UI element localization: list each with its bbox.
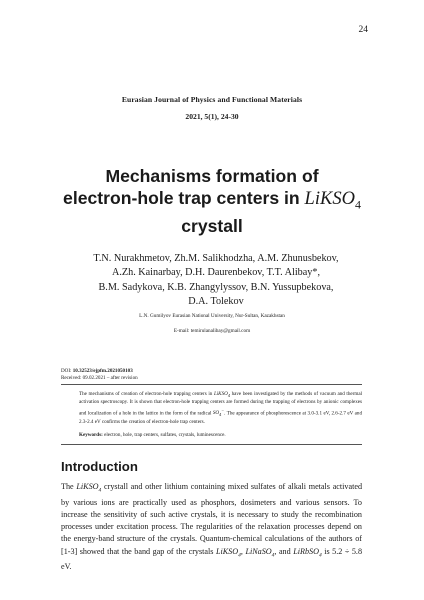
top-divider [61,384,362,385]
body-formula [76,482,102,494]
body-formula-sub: 4 [271,552,275,559]
contact-email: E-mail: temirulanalibay@gmail.com [173,328,251,334]
body-text: is 5.2 ÷ 5.8 eV. [61,546,363,572]
abstract-text-2: have been investigated by the methods of vacuum and thermal activation spectroscopy. It is shown that electron-hole trapping centers are formed during the trapping of electrons by anionic complexes and localization of a hole in the lattice in the form of the radical [79,391,362,417]
body-formula-base: LiKSO [76,482,99,491]
title-line-2 [40,188,384,216]
received-date: Received: 09.02.2021 – after revision [61,375,138,381]
body-text: , [240,546,243,556]
page-number: 24 [358,25,368,35]
title-line-1: Mechanisms formation of [105,166,319,186]
body-formula-sub: 4 [98,487,102,494]
body-formula [215,546,241,559]
body-text: The [61,482,74,491]
author-list [56,252,376,310]
author-line: A.Zh. Kainarbay, D.H. Daurenbekov, T.T. Alibay*, [111,267,321,279]
body-formula-sub: 4 [318,552,322,559]
section-heading: Introduction [61,459,138,474]
body-text: crystall and other lithium containing mixed sulfates of alkali metals activated by various ions are practically used as phosphors, dosimeters and various sensors. To increase the sensitivity of such active crystals, it is necessary to study the recombination processes under excitation process. The regularities of the relaxation processes depend on the energy-band structure of the crystals. Quantum-chemical calculations of the authors of [1-3] showed that the band gap of the crystals [61,482,363,556]
journal-name: Eurasian Journal of Physics and Functional Materials [121,95,303,104]
abstract-formula-1-base: LiKSO [213,391,228,397]
abstract-text-3: . The appearance of phosphorescence at 3.0-3.1 eV, 2.6-2.7 eV and 2.3-2.4 eV confirms the creation of electron-hole trap centers. [79,410,363,425]
body-text: , and [274,546,291,556]
body-formula-base: LiKSO [215,546,239,556]
abstract-formula-1-sub: 4 [227,393,230,399]
abstract-formula-2-base: SO [212,410,220,417]
paper-title [40,166,384,237]
abstract [79,391,362,426]
author-line: D.A. Tolekov [188,296,244,308]
author-line: B.M. Sadykova, K.B. Zhangylyssov, B.N. Yussupbekova, [98,281,334,293]
body-formula-base: LiNaSO [245,546,272,556]
title-formula-subscript: 4 [354,197,361,212]
title-formula [304,188,361,212]
abstract-formula-2-sub: 4 [219,412,222,418]
doi-label: DOI: [61,368,72,374]
abstract-text-1: The mechanisms of creation of electron-hole trapping centers in [79,391,213,397]
keywords-list: electron, hole, trap centers, sulfates, crystals, luminescence. [104,432,226,438]
body-formula [293,546,322,559]
body-paragraph [61,481,362,574]
abstract-formula-2 [212,407,225,418]
abstract-formula-1 [214,391,230,397]
abstract-formula-2-sup: − [221,407,225,413]
volume-info: 2021, 5(1), 24-30 [185,112,239,121]
keywords-label: Keywords: [79,432,103,438]
body-formula-sub: 4 [238,552,241,559]
title-line-2-text: electron-hole trap centers in [63,187,300,208]
title-line-3: crystall [181,215,243,236]
affiliation: L.N. Gumilyov Eurasian National University, Nur-Sultan, Kazakhstan [139,313,285,319]
title-formula-base: LiKSO [304,188,355,209]
body-formula [245,546,275,559]
author-line: T.N. Nurakhmetov, Zh.M. Salikhodzha, A.M. Zhunusbekov, [93,253,339,264]
doi-line [61,368,138,375]
bottom-divider [61,444,362,445]
doi-block [61,368,138,382]
keywords [79,432,362,438]
doi-value: 10.32523/ejpfm.2021050103 [72,368,133,374]
body-formula-base: LiRbSO [293,546,319,556]
